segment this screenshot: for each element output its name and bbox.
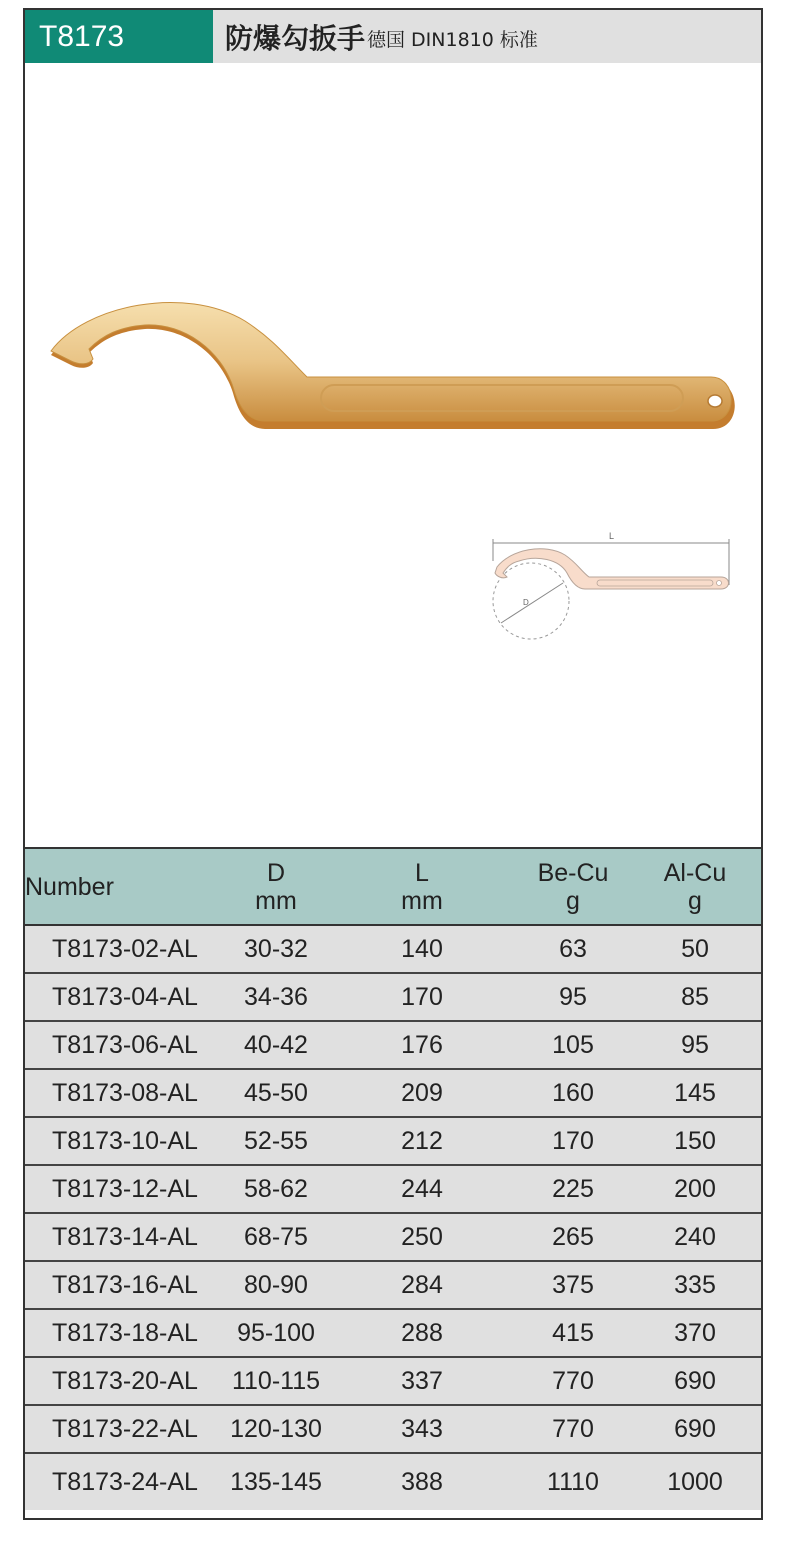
cell-d: 95-100 [225,1309,327,1357]
table-row [25,973,761,1021]
cell-l: 170 [327,973,517,1021]
header-bar [25,10,761,63]
cell-alcu: 690 [629,1405,761,1453]
cell-l: 244 [327,1165,517,1213]
table-row [25,1453,761,1510]
cell-becu: 105 [517,1021,629,1069]
table-row [25,1165,761,1213]
cell-d: 34-36 [225,973,327,1021]
table-header-row [25,848,761,925]
cell-d: 58-62 [225,1165,327,1213]
cell-number: T8173-22-AL [25,1405,225,1453]
cell-number: T8173-06-AL [25,1021,225,1069]
table-row [25,1069,761,1117]
cell-becu: 170 [517,1117,629,1165]
header-l-label: L [415,858,429,887]
header-alcu-label: Al-Cu [663,858,727,887]
cell-number: T8173-02-AL [25,925,225,973]
cell-l: 209 [327,1069,517,1117]
dimension-diagram [485,521,735,641]
cell-number: T8173-20-AL [25,1357,225,1405]
cell-l: 250 [327,1213,517,1261]
cell-becu: 375 [517,1261,629,1309]
cell-number: T8173-04-AL [25,973,225,1021]
product-title: 防爆勾扳手 [225,21,366,55]
table-row [25,1021,761,1069]
cell-becu: 415 [517,1309,629,1357]
cell-d: 110-115 [225,1357,327,1405]
cell-d: 120-130 [225,1405,327,1453]
cell-number: T8173-14-AL [25,1213,225,1261]
cell-becu: 160 [517,1069,629,1117]
header-alcu-unit: g [688,886,702,915]
cell-alcu: 370 [629,1309,761,1357]
cell-becu: 770 [517,1405,629,1453]
cell-becu: 265 [517,1213,629,1261]
spec-table-body [25,925,761,1510]
cell-alcu: 145 [629,1069,761,1117]
cell-d: 80-90 [225,1261,327,1309]
cell-l: 337 [327,1357,517,1405]
cell-number: T8173-10-AL [25,1117,225,1165]
cell-d: 30-32 [225,925,327,973]
cell-d: 135-145 [225,1453,327,1510]
hook-wrench-image [25,63,761,847]
cell-l: 343 [327,1405,517,1453]
cell-alcu: 50 [629,925,761,973]
header-l-unit: mm [401,886,443,915]
header-becu-unit: g [566,886,580,915]
cell-alcu: 690 [629,1357,761,1405]
cell-alcu: 1000 [629,1453,761,1510]
header-alcu [629,848,761,925]
cell-alcu: 335 [629,1261,761,1309]
cell-becu: 95 [517,973,629,1021]
header-number [25,848,225,925]
cell-number: T8173-12-AL [25,1165,225,1213]
header-d [225,848,327,925]
product-standard: 德国 DIN1810 标准 [367,29,538,51]
cell-d: 68-75 [225,1213,327,1261]
cell-alcu: 200 [629,1165,761,1213]
product-sheet [23,8,763,1520]
cell-l: 212 [327,1117,517,1165]
cell-becu: 63 [517,925,629,973]
cell-becu: 225 [517,1165,629,1213]
header-d-unit: mm [255,886,297,915]
table-row [25,925,761,973]
cell-d: 45-50 [225,1069,327,1117]
cell-becu: 770 [517,1357,629,1405]
cell-d: 52-55 [225,1117,327,1165]
spec-table [25,847,761,1510]
header-l [327,848,517,925]
table-row [25,1357,761,1405]
table-row [25,1261,761,1309]
header-number-label: Number [25,872,114,901]
cell-alcu: 150 [629,1117,761,1165]
cell-number: T8173-24-AL [25,1453,225,1510]
product-image-area [25,63,761,847]
header-becu [517,848,629,925]
cell-l: 140 [327,925,517,973]
cell-number: T8173-18-AL [25,1309,225,1357]
cell-number: T8173-08-AL [25,1069,225,1117]
header-d-label: D [266,858,286,887]
dimension-diameter-label: D [523,598,529,607]
cell-l: 176 [327,1021,517,1069]
product-title-box [213,10,761,63]
cell-becu: 1110 [517,1453,629,1510]
cell-d: 40-42 [225,1021,327,1069]
table-row [25,1309,761,1357]
header-becu-label: Be-Cu [537,858,609,887]
table-row [25,1405,761,1453]
cell-l: 388 [327,1453,517,1510]
cell-l: 284 [327,1261,517,1309]
table-row [25,1117,761,1165]
product-code: T8173 [25,10,213,63]
cell-l: 288 [327,1309,517,1357]
cell-alcu: 240 [629,1213,761,1261]
dimension-length-label: L [609,531,615,541]
cell-alcu: 85 [629,973,761,1021]
cell-number: T8173-16-AL [25,1261,225,1309]
table-row [25,1213,761,1261]
cell-alcu: 95 [629,1021,761,1069]
